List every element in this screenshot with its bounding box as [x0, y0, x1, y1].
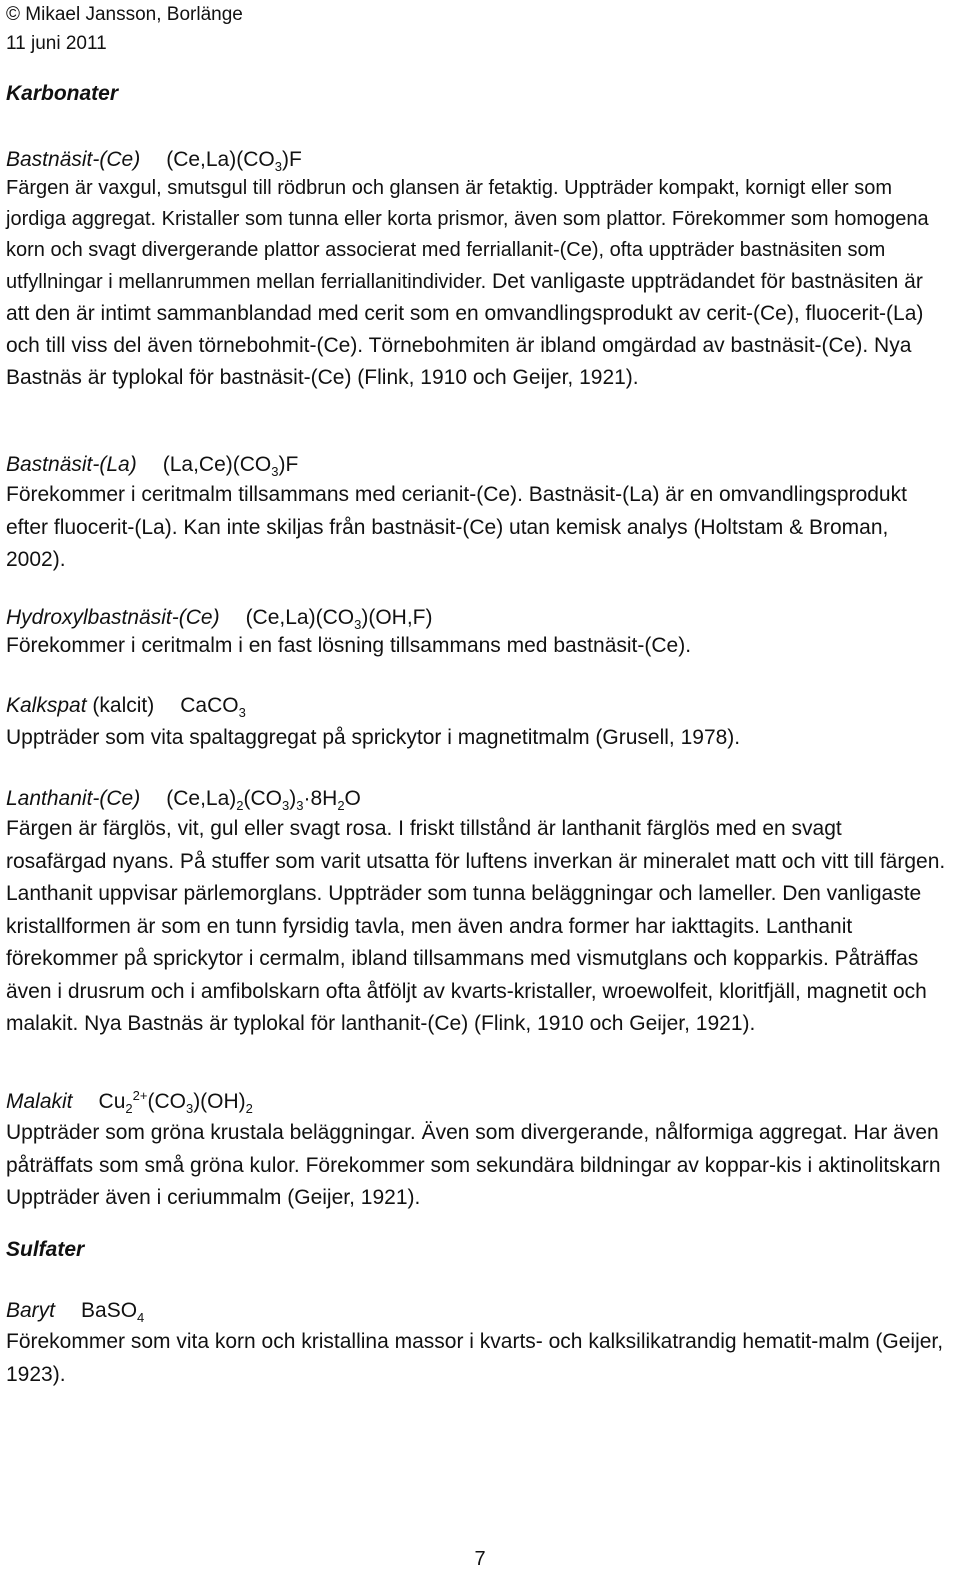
mineral-formula: $(Ce,La)(CO_3)(OH,F)$ [245, 606, 433, 633]
entry-description-bastnasit-ce [6, 173, 946, 394]
entry-description-baryt: Förekommer som vita korn och kristallina massor i kvarts- och kalksilikatrandig hematit-malm (Geijer, 1923). [6, 1330, 944, 1386]
entry-description-bastnasit-la: Förekommer i ceritmalm tillsammans med cerianit-(Ce). Bastnäsit-(La) är en omvandlingsprodukt efter fluocerit-(La). Kan inte skiljas från bastnäsit-(Ce) utan kemisk analys (Holtstam & Broman, 2002). [6, 483, 907, 571]
mineral-formula: BaSO$_4$ [81, 1299, 145, 1326]
page-number: 7 [474, 1548, 486, 1570]
mineral-formula: $(Ce,La)(CO_3)F$ [166, 148, 302, 175]
entry-description-hydroxylbastnasit: Förekommer i ceritmalm i en fast lösning tillsammans med bastnäsit-(Ce). [6, 634, 692, 657]
description-part: Det vanligaste uppträdandet för bastnäsiten är att den är intimt sammanblandad med cerit som en omvandlingsprodukt av cerit-(Ce), fluocerit-(La) och till viss del även törnebohmit-(Ce). Törnebohmiten är ibland omgärdad av bastnäsit-(Ce). Nya Bastnäs är typlokal för bastnäsit-(Ce) (Flink, 1910 och Geijer, 1921). [6, 270, 924, 389]
section-title-sulfater: Sulfater [6, 1238, 85, 1261]
mineral-alt-name: (kalcit) [92, 694, 155, 717]
mineral-name: Malakit [6, 1090, 73, 1113]
entry-description-lanthanit: Färgen är färglös, vit, gul eller svagt rosa. I friskt tillstånd är lanthanit färglös med en svagt rosafärgad nyans. På stuffer som varit utsatta för luftens inverkan är mineralet matt och vitt till färgen. Lanthanit uppvisar pärlemorglans. Uppträder som tunna beläggningar och lameller. Den vanligaste kristallformen är som en tunn fyrsidig tavla, men även andra former har iakttagits. Lanthanit förekommer på sprickytor i cermalm, ibland tillsammans med vismutglans och kopparkis. Påträffas även i drusrum och i amfibolskarn ofta åtföljt av kvarts-kristaller, wroewolfeit, kloritfjäll, magnetit och malakit. Nya Bastnäs är typlokal för lanthanit-(Ce) (Flink, 1910 och Geijer, 1921). [6, 817, 946, 1035]
mineral-formula: $(La,Ce)(CO_3)F$ [162, 453, 299, 480]
entry-heading-hydroxylbastnasit [6, 603, 432, 633]
entry-description-malakit: Uppträder som gröna krustala beläggningar. Även som divergerande, nålformiga aggregat. Har även påträffats som små gröna kulor. Förekommer som sekundära bildningar av koppar-kis i aktinolitskarn Uppträder även i ceriummalm (Geijer, 1921). [6, 1121, 941, 1209]
description-part-arial: Färgen är vaxgul, smutsgul till rödbrun och glansen är fetaktig. Uppträder kompakt, kornigt eller som jordiga aggregat. Kristaller som tunna eller korta prismor, även som plattor. Förekommer som homogena korn och svagt divergerande plattor associerat med ferriallanit-(Ce), ofta uppträder bastnäsiten som utfyllningar i mellanrummen mellan ferriallanitindivider. [6, 177, 929, 293]
author-line: © Mikael Jansson, Borlänge [6, 4, 243, 25]
mineral-name: Lanthanit-(Ce) [6, 787, 141, 810]
mineral-formula: $Cu_2^{2+}(CO_3)(OH)_2$ [98, 1088, 253, 1117]
entry-heading-malakit [6, 1087, 253, 1117]
entry-heading-bastnasit-la [6, 450, 298, 480]
mineral-formula: $(Ce,La)_2(CO_3)_3\cdot 8H_2O$ [166, 787, 361, 814]
entry-heading-baryt [6, 1296, 144, 1326]
mineral-name: Bastnäsit-(La) [6, 453, 137, 476]
section-title-karbonater: Karbonater [6, 82, 119, 105]
mineral-name: Hydroxylbastnäsit-(Ce) [6, 606, 220, 629]
mineral-formula: CaCO$_3$ [180, 694, 246, 721]
entry-description-kalkspat: Uppträder som vita spaltaggregat på sprickytor i magnetitmalm (Grusell, 1978). [6, 726, 741, 749]
entry-heading-kalkspat [6, 691, 246, 721]
date-line: 11 juni 2011 [6, 33, 107, 54]
page-header [6, 0, 243, 58]
mineral-name: Baryt [6, 1299, 56, 1322]
entry-heading-lanthanit [6, 784, 361, 814]
mineral-name: Kalkspat [6, 694, 87, 717]
entry-heading-bastnasit-ce [6, 145, 302, 175]
mineral-name: Bastnäsit-(Ce) [6, 148, 141, 171]
